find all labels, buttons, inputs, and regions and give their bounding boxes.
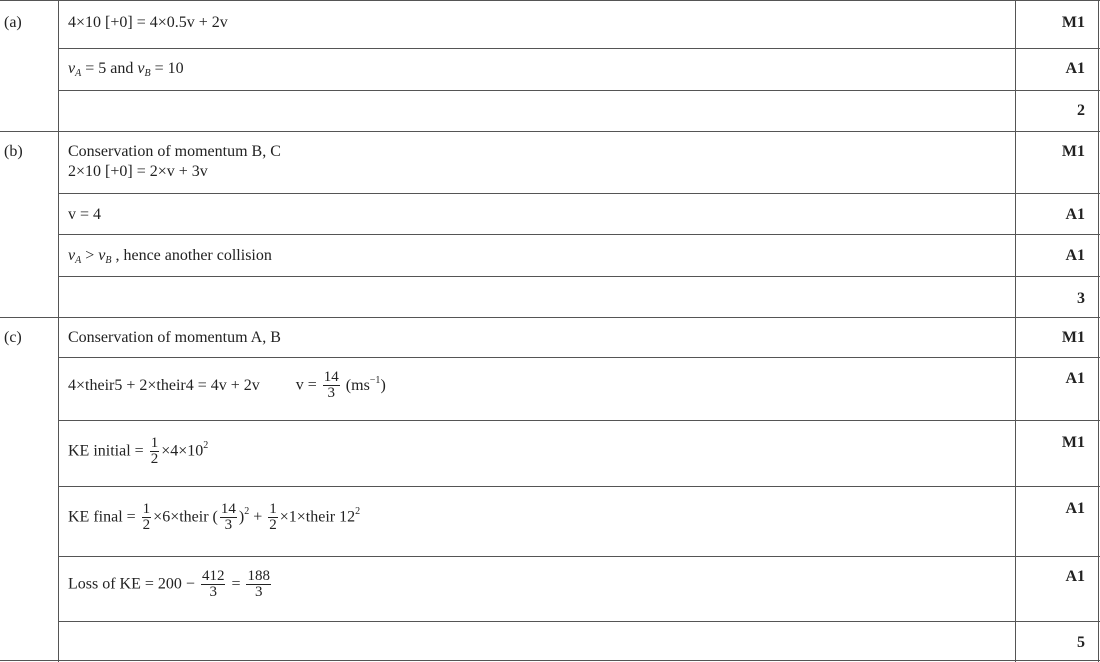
column-divider (1098, 0, 1099, 662)
exponent: 2 (355, 506, 361, 518)
column-divider (58, 0, 59, 662)
numerator: 412 (201, 568, 225, 584)
fraction (268, 502, 278, 533)
numerator: 14 (323, 369, 339, 385)
row-divider (58, 48, 1100, 49)
total-marks-c: 5 (1077, 634, 1085, 651)
vb-symbol: v (98, 247, 106, 264)
mark-m1: M1 (1061, 14, 1085, 31)
exponent: 2 (203, 440, 209, 452)
part-label-a: (a) (4, 14, 22, 31)
part-label-c: (c) (4, 329, 22, 346)
fraction (142, 502, 152, 533)
unit-text: (ms (345, 376, 370, 394)
row-divider (58, 556, 1100, 557)
vb-subscript: B (144, 68, 151, 79)
momentum-statement-b: Conservation of momentum B, C (68, 143, 281, 160)
momentum-statement-c: Conservation of momentum A, B (68, 329, 281, 346)
denominator: 3 (327, 385, 336, 401)
mark-a1: A1 (1065, 206, 1085, 223)
fraction (246, 569, 271, 600)
momentum-equation-a (68, 14, 228, 32)
greater-than: > (81, 247, 99, 264)
row-divider (58, 420, 1100, 421)
va-symbol: v (68, 247, 76, 264)
row-divider (58, 90, 1100, 91)
row-divider (58, 621, 1100, 622)
va-symbol: v (68, 60, 76, 77)
collision-comparison (68, 247, 272, 270)
row-divider (58, 193, 1100, 194)
row-divider (0, 660, 1100, 661)
va-subscript: A (75, 68, 82, 79)
vb-value: = 10 (150, 60, 184, 77)
part-label-b: (b) (4, 143, 23, 160)
ke-initial (68, 436, 208, 467)
term-text: ×6×their ( (153, 508, 218, 526)
ke-initial-label: KE initial = (68, 442, 148, 460)
row-divider (58, 276, 1100, 277)
ke-loss (68, 569, 273, 600)
ke-final (68, 502, 360, 533)
mark-a1: A1 (1065, 568, 1085, 585)
collision-text: , hence another collision (111, 247, 272, 264)
unit-close: ) (380, 376, 386, 394)
va-subscript: A (75, 255, 82, 266)
equation-text: 4×their5 + 2×their4 = 4v + 2v (68, 376, 260, 394)
exponent: 2 (244, 506, 250, 518)
row-divider (58, 234, 1100, 235)
ke-initial-product: ×4×10 (161, 442, 204, 460)
ke-final-end: ×1×their 12 (279, 508, 356, 526)
total-marks-b: 3 (1077, 290, 1085, 307)
fraction (150, 436, 160, 467)
mark-a1: A1 (1065, 247, 1085, 264)
mark-a1: A1 (1065, 60, 1085, 77)
momentum-equation-b: 2×10 [+0] = 2×v + 3v (68, 163, 208, 180)
row-divider (58, 486, 1100, 487)
numerator: 1 (150, 435, 159, 451)
vb-subscript: B (105, 255, 112, 266)
velocity-result-a (68, 60, 184, 83)
column-divider (1015, 0, 1016, 662)
mark-m1: M1 (1061, 329, 1085, 346)
unit-exponent: −1 (369, 374, 381, 386)
denominator: 3 (224, 517, 233, 533)
total-marks-a: 2 (1077, 102, 1085, 119)
velocity-result-b: v = 4 (68, 206, 102, 223)
fraction (201, 569, 226, 600)
mark-a1: A1 (1065, 370, 1085, 387)
denominator: 2 (269, 517, 277, 533)
denominator: 3 (209, 584, 217, 600)
row-divider (0, 317, 1100, 318)
v-label: v = (295, 376, 321, 394)
row-divider (0, 131, 1100, 132)
mark-a1: A1 (1065, 500, 1085, 517)
numerator: 188 (247, 568, 270, 584)
fraction (323, 370, 340, 401)
mark-m1: M1 (1061, 143, 1085, 160)
ke-final-term (153, 509, 218, 526)
denominator: 2 (142, 517, 151, 533)
velocity-unit (345, 374, 386, 394)
equation-text: 4×10 [+0] = 4×0.5v + 2v (68, 14, 228, 31)
row-divider (0, 0, 1100, 1)
numerator: 14 (220, 501, 236, 517)
loss-label: Loss of KE = 200 − (68, 575, 199, 593)
plus: + (249, 508, 267, 526)
numerator: 1 (142, 501, 151, 517)
close-paren: ) (238, 508, 245, 526)
equals: = (227, 575, 245, 593)
denominator: 2 (150, 451, 159, 467)
ke-final-label: KE final = (68, 508, 140, 526)
vb-symbol: v (137, 60, 145, 77)
momentum-equation-c (68, 370, 386, 401)
denominator: 3 (254, 584, 263, 600)
va-value: = 5 and (81, 60, 138, 77)
fraction (220, 502, 237, 533)
mark-m1: M1 (1061, 434, 1085, 451)
row-divider (58, 357, 1100, 358)
numerator: 1 (269, 501, 277, 517)
